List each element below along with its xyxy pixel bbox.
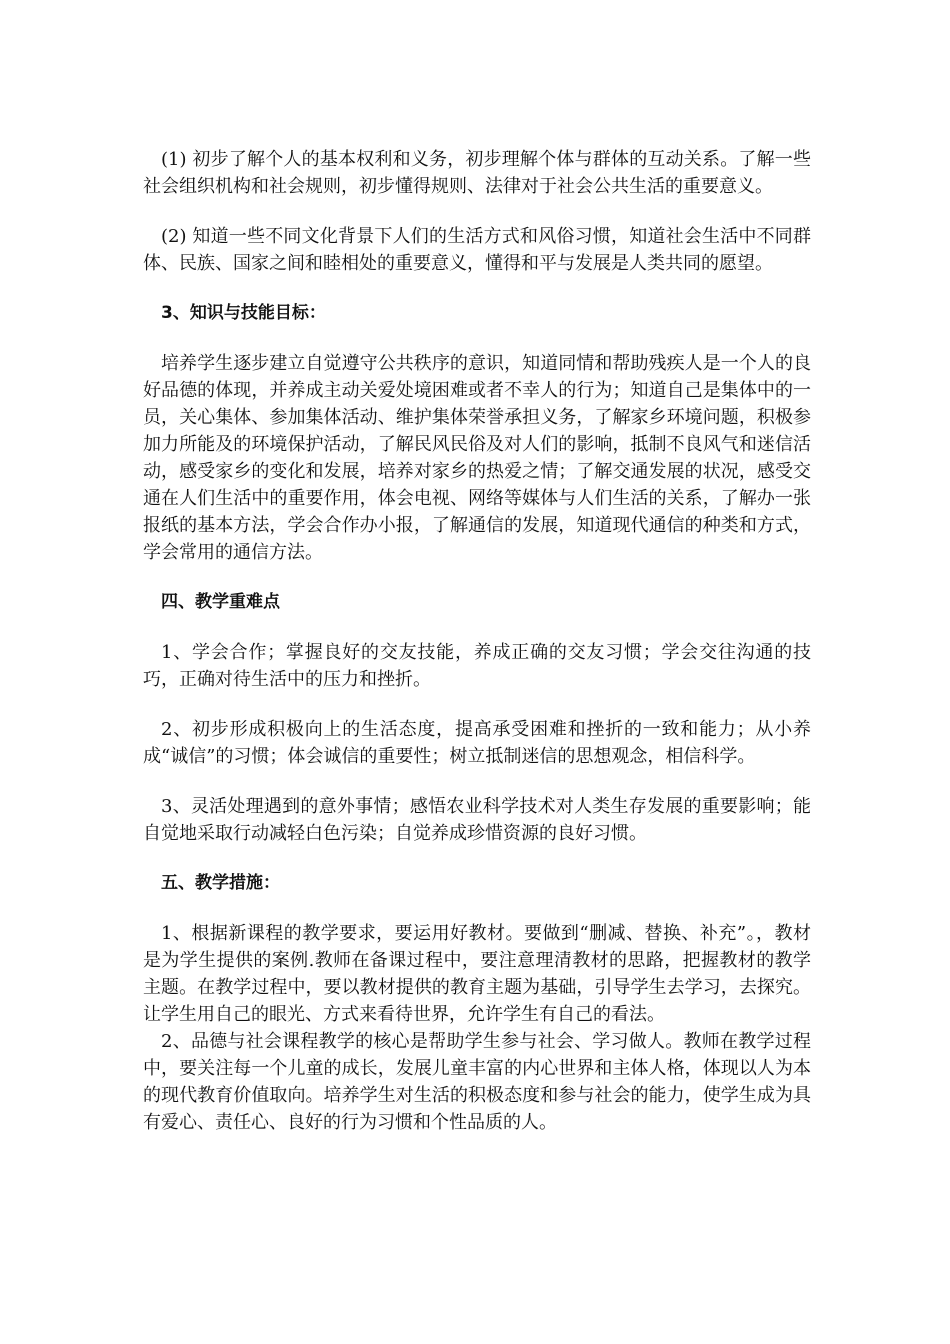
heading-teaching-measures: 五、教学措施： xyxy=(161,873,280,893)
paragraph-key-point-3: 3、灵活处理遇到的意外事情；感悟农业科学技术对人类生存发展的重要影响；能自觉地采取行动减轻白色污染；自觉养成珍惜资源的良好习惯。 xyxy=(143,796,811,844)
paragraph-measure-2: 2、品德与社会课程教学的核心是帮助学生参与社会、学习做人。教师在教学过程中，要关注每一个儿童的成长，发展儿童丰富的内心世界和主体人格，体现以人为本的现代教育价值取向。培养学生对生活的积极态度和参与社会的能力，使学生成为具有爱心、责任心、良好的行为习惯和个性品质的人。 xyxy=(143,1031,811,1133)
paragraph-key-point-2: 2、初步形成积极向上的生活态度，提高承受困难和挫折的一致和能力；从小养成“诚信”的习惯；体会诚信的重要性；树立抵制迷信的思想观念，相信科学。 xyxy=(143,719,811,767)
heading-knowledge-skills-goals: 3、知识与技能目标： xyxy=(161,303,326,323)
heading-teaching-key-points: 四、教学重难点 xyxy=(161,592,280,612)
paragraph-knowledge-skills: 培养学生逐步建立自觉遵守公共秩序的意识，知道同情和帮助残疾人是一个人的良好品德的体现，并养成主动关爱处境困难或者不幸人的行为；知道自己是集体中的一员，关心集体、参加集体活动、维护集体荣誉承担义务，了解家乡环境问题，积极参加力所能及的环境保护活动，了解民风民俗及对人们的影响，抵制不良风气和迷信活动，感受家乡的变化和发展，培养对家乡的热爱之情；了解交通发展的状况，感受交通在人们生活中的重要作用，体会电视、网络等媒体与人们生活的关系，了解办一张报纸的基本方法，学会合作办小报，了解通信的发展，知道现代通信的种类和方式，学会常用的通信方法。 xyxy=(143,353,811,563)
paragraph-key-point-1: 1、学会合作；掌握良好的交友技能，养成正确的交友习惯；学会交往沟通的技巧，正确对待生活中的压力和挫折。 xyxy=(143,642,811,690)
paragraph-measure-1: 1、根据新课程的教学要求，要运用好教材。要做到“删减、替换、补充”。，教材是为学生提供的案例.教师在备课过程中，要注意理清教材的思路，把握教材的教学主题。在教学过程中，要以教材提供的教育主题为基础，引导学生去学习，去探究。让学生用自己的眼光、方式来看待世界，允许学生有自己的看法。 xyxy=(143,923,811,1025)
paragraph-cultural-backgrounds: (2) 知道一些不同文化背景下人们的生活方式和风俗习惯，知道社会生活中不同群体、民族、国家之间和睦相处的重要意义，懂得和平与发展是人类共同的愿望。 xyxy=(143,226,811,274)
paragraph-rights-duties: (1) 初步了解个人的基本权利和义务，初步理解个体与群体的互动关系。了解一些社会组织机构和社会规则，初步懂得规则、法律对于社会公共生活的重要意义。 xyxy=(143,149,811,197)
document-body xyxy=(143,146,811,1136)
